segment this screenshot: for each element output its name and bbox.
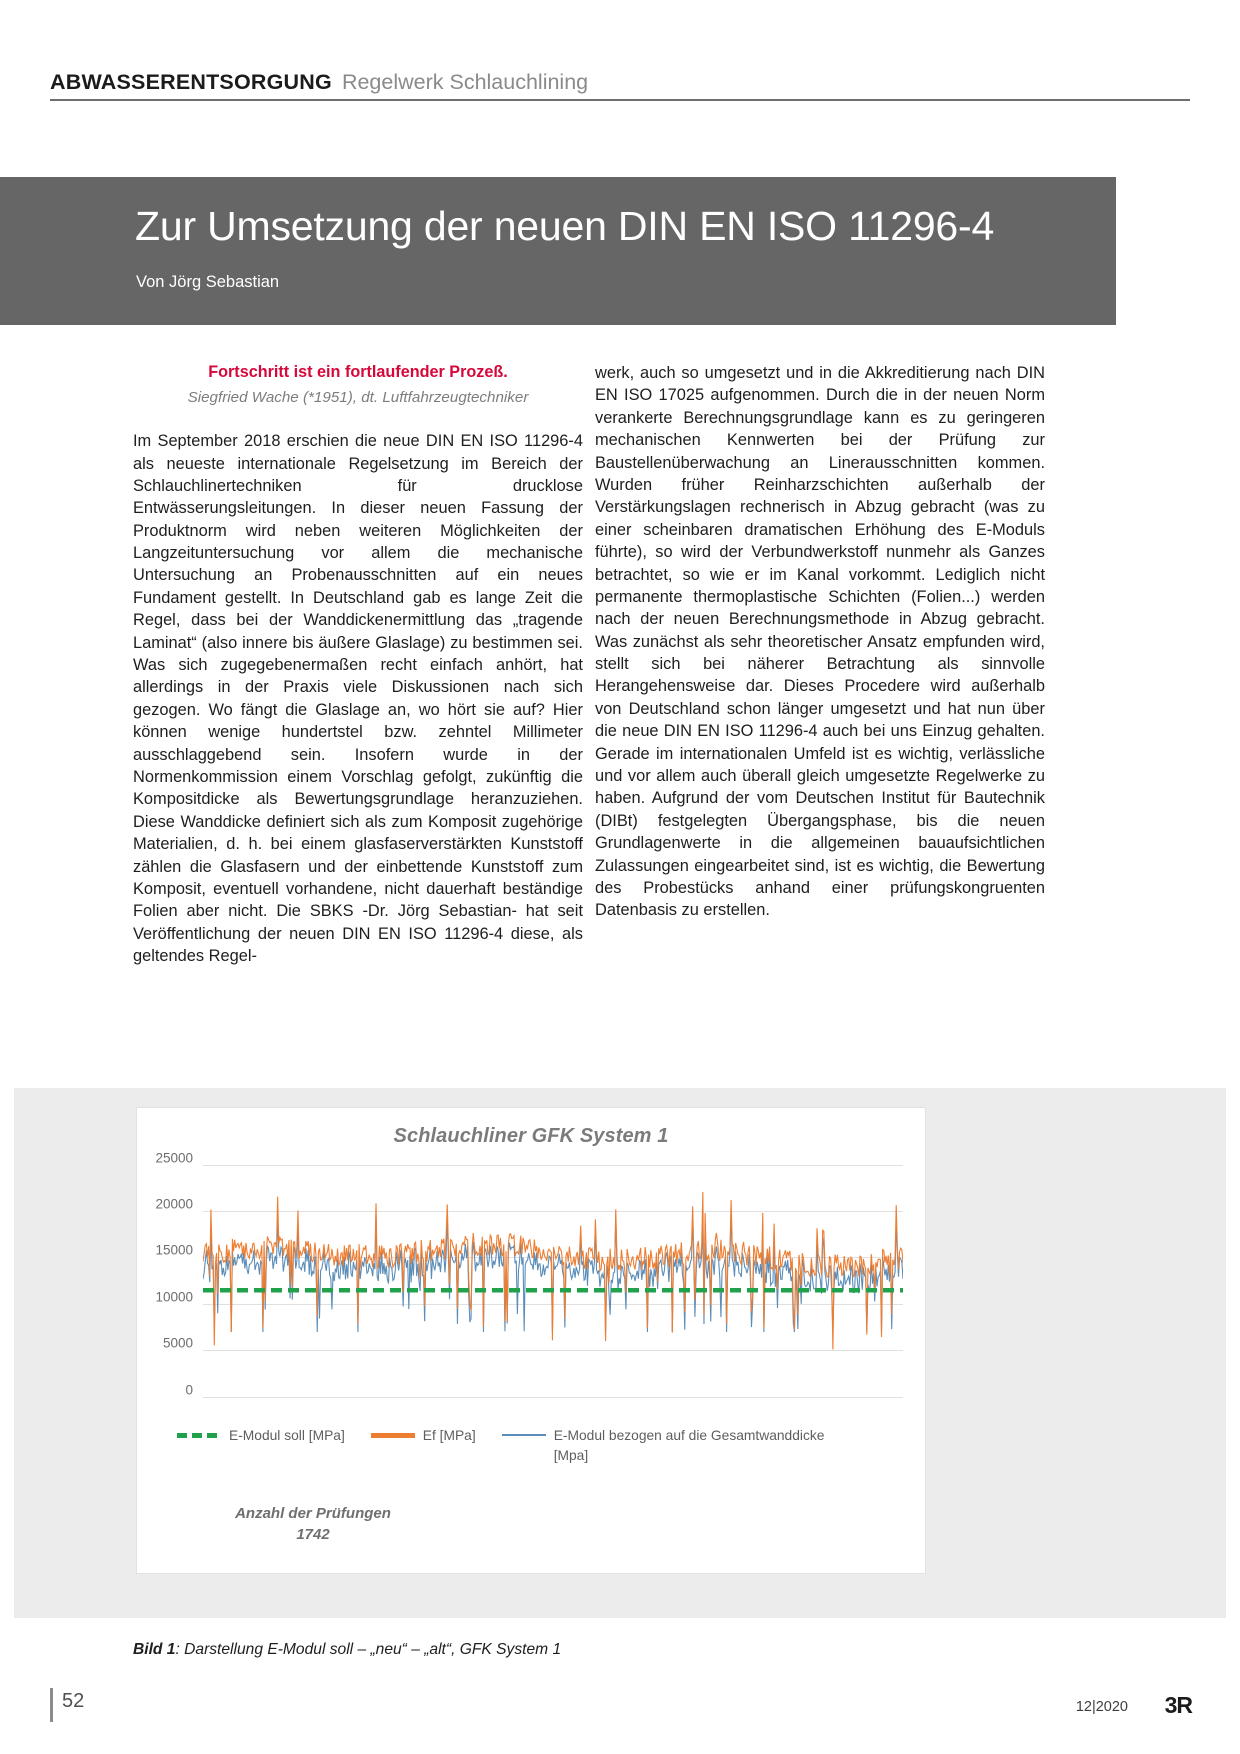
- epigraph: [133, 362, 583, 408]
- chart-plot-area: [203, 1165, 903, 1397]
- figure-caption: [133, 1641, 1033, 1659]
- body-paragraph-right: werk, auch so umgesetzt und in die Akkreditierung nach DIN EN ISO 17025 aufgenommen. Durch die in der neuen Norm verankerte Berechnungsgrundlage kann es zu geringeren mechanischen Kennwerten bei der Prüfung zur Baustellenüberwachung an Linerausschnitten kommen. Wurden früher Reinharzschichten außerhalb der Verstärkungslagen rechnerisch in Abzug gebracht (was zu einer scheinbaren dramatischen Erhöhung des E-Moduls führte), so wird der Verbundwerkstoff nunmehr als Ganzes betrachtet, so wie er im Kanal vorkommt. Lediglich nicht permanente thermoplastische Schichten (Folien...) werden nach der neuen Berechnungsmethode in Abzug gebracht. Was zunächst als sehr theoretischer Ansatz empfunden wird, stellt sich bei näherer Betrachtung als sinnvolle Herangehensweise dar. Dieses Procedere wird außerhalb von Deutschland schon länger umgesetzt und hat nun über die neue DIN EN ISO 11296-4 auch bei uns Einzug gehalten. Gerade im internationalen Umfeld ist es wichtig, verlässliche und vor allem auch überall gleich umgesetzte Regelwerke zu haben. Aufgrund der vom Deutschen Institut für Bautechnik (DIBt) festgelegten Übergangsphase, bis die neuen Grundlagenwerte in die allgemeinen bauaufsichtlichen Zulassungen eingearbeitet sind, ist es wichtig, die Bewertung des Probestücks anhand einer prüfungskongruenten Datenbasis zu erstellen.: [595, 364, 1045, 920]
- solid-line-icon: [371, 1428, 415, 1442]
- solid-line-icon: [502, 1428, 546, 1442]
- chart-card: [136, 1107, 926, 1574]
- body-column-right: [595, 362, 1045, 922]
- figure-container: [14, 1088, 1226, 1618]
- footer-issue: 12|2020: [1075, 1699, 1128, 1715]
- footer-divider: [50, 1688, 53, 1722]
- legend-label: E-Modul soll [MPa]: [229, 1428, 345, 1443]
- epigraph-source: Siegfried Wache (*1951), dt. Luftfahrzeugtechniker: [187, 388, 529, 406]
- figure-caption-label: Bild 1: [133, 1641, 176, 1658]
- article-title: Zur Umsetzung der neuen DIN EN ISO 11296-4: [135, 203, 995, 249]
- figure-caption-text: : Darstellung E-Modul soll – „neu“ – „alt“, GFK System 1: [175, 1641, 562, 1658]
- epigraph-quote: Fortschritt ist ein fortlaufender Prozeß.: [208, 363, 508, 381]
- gridline: [203, 1397, 903, 1398]
- y-tick-label: 10000: [155, 1289, 193, 1305]
- y-tick-label: 25000: [155, 1150, 193, 1166]
- running-head-section: ABWASSERENTSORGUNG: [50, 70, 332, 94]
- chart-title: Schlauchliner GFK System 1: [393, 1125, 669, 1147]
- chart-footnote: [183, 1503, 443, 1545]
- body-column-left: [133, 362, 583, 968]
- y-tick-label: 5000: [162, 1335, 193, 1351]
- legend-label: Ef [MPa]: [422, 1428, 476, 1443]
- y-tick-label: 20000: [155, 1196, 193, 1212]
- body-text-left: [133, 430, 583, 967]
- dashed-line-icon: [177, 1428, 221, 1442]
- body-text-right: [595, 362, 1045, 922]
- page-number: 52: [62, 1690, 85, 1712]
- title-banner: [0, 177, 1116, 325]
- chart-footnote-line2: 1742: [296, 1526, 330, 1543]
- legend-item-e-modul-soll: [177, 1426, 345, 1446]
- chart-y-axis: [137, 1150, 201, 1398]
- legend-item-gesamtwanddicke: [502, 1426, 844, 1466]
- running-head: [50, 53, 1190, 95]
- chart-footnote-line1: Anzahl der Prüfungen: [235, 1505, 391, 1522]
- chart-legend: [177, 1426, 897, 1466]
- y-tick-label: 15000: [155, 1242, 193, 1258]
- publisher-logo: 3R: [1164, 1692, 1192, 1718]
- article-author: Von Jörg Sebastian: [136, 273, 280, 291]
- body-paragraph-left: Im September 2018 erschien die neue DIN EN ISO 11296-4 als neueste internationale Regelsetzung im Bereich der Schlauchlinertechniken für drucklose Entwässerungsleitungen. In dieser neuen Fassung der Produktnorm wird neben weiteren Möglichkeiten der Langzeituntersuchung vor allem die mechanische Untersuchung an Probenausschnitten auf ein neues Fundament gestellt. In Deutschland gab es lange Zeit die Regel, dass bei der Wanddickenermittlung das „tragende Laminat“ (also innere bis äußere Glaslage) zu bestimmen sei. Was sich zugegebenermaßen recht einfach anhört, hat allerdings in der Praxis viele Diskussionen nach sich gezogen. Wo fängt die Glaslage an, wo hört sie auf? Hier können wenige hundertstel bzw. zehntel Millimeter ausschlaggebend sein. Insofern wurde in der Normenkommission einem Vorschlag gefolgt, zukünftig die Kompositdicke als Bewertungsgrundlage heranzuziehen. Diese Wanddicke definiert sich als zum Komposit zugehörige Materialien, d. h. bei einem glasfaserverstärkten Kunststoff zählen die Glasfasern und der einbettende Kunststoff zum Komposit, eventuell vorhandene, nicht dauerhaft beständige Folien aber nicht. Die SBKS -Dr. Jörg Sebastian- hat seit Veröffentlichung der neuen DIN EN ISO 11296-4 diese, als geltendes Regel-: [133, 432, 583, 966]
- running-head-topic: Regelwerk Schlauchlining: [341, 70, 589, 94]
- legend-label: E-Modul bezogen auf die Gesamtwanddicke [Mpa]: [553, 1428, 825, 1463]
- running-head-divider: [50, 99, 1190, 101]
- y-tick-label: 0: [185, 1382, 193, 1398]
- legend-item-ef: [371, 1426, 476, 1446]
- chart-series-plot: [203, 1165, 903, 1397]
